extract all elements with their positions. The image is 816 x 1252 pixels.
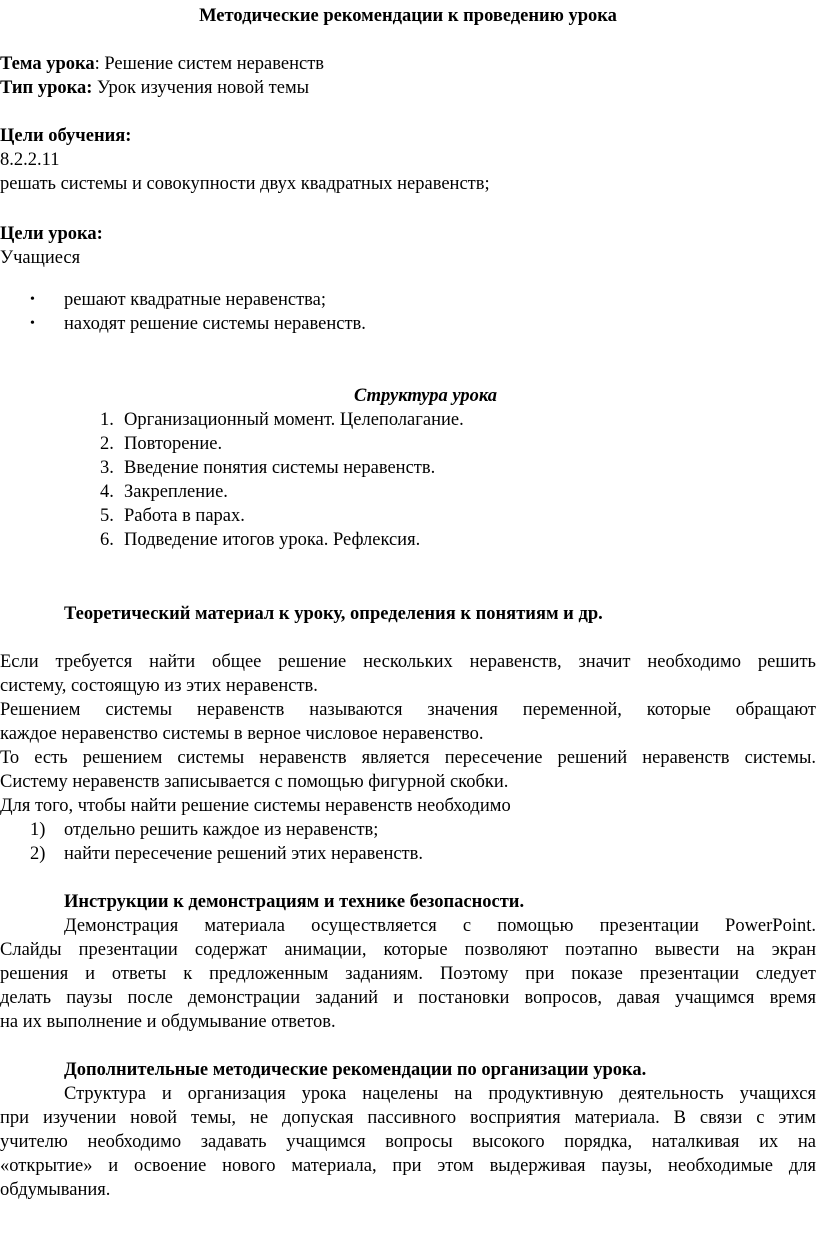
theory-line: Для того, чтобы найти решение системы неравенств необходимо — [0, 796, 511, 816]
instructions-line: решения и ответы к предложенным заданиям. Поэтому при показе презентации следует — [0, 964, 816, 984]
instructions-line: Слайды презентации содержат анимации, которые позволяют поэтапно вывести на экран — [0, 940, 816, 960]
lesson-goals-intro: Учащиеся — [0, 248, 81, 268]
lesson-goals-heading: Цели урока: — [0, 224, 103, 244]
lesson-type — [0, 76, 816, 100]
learning-goal-code: 8.2.2.11 — [0, 150, 60, 170]
lesson-topic — [0, 52, 816, 76]
additional-heading: Дополнительные методические рекомендации по организации урока. — [64, 1060, 647, 1080]
instructions-line: на их выполнение и обдумывание ответов. — [0, 1012, 336, 1032]
theory-line: Если требуется найти общее решение нескольких неравенств, значит необходимо решить — [0, 652, 816, 672]
document-title: Методические рекомендации к проведению урока — [199, 6, 617, 26]
learning-goal-text: решать системы и совокупности двух квадратных неравенств; — [0, 174, 490, 194]
structure-heading: Структура урока — [354, 386, 497, 406]
theory-line: систему, состоящую из этих неравенств. — [0, 676, 318, 696]
instructions-line: Демонстрация материала осуществляется с помощью презентации PowerPoint. — [64, 916, 816, 936]
additional-line: учителю необходимо задавать учащимся вопросы высокого порядка, наталкивая их на — [0, 1132, 816, 1152]
instructions-heading: Инструкции к демонстрациям и технике безопасности. — [64, 892, 525, 912]
theory-line: Систему неравенств записывается с помощью фигурной скобки. — [0, 772, 509, 792]
additional-line: «открытие» и освоение нового материала, при этом выдерживая паузы, необходимые для — [0, 1156, 816, 1176]
learning-goals-heading: Цели обучения: — [0, 126, 132, 146]
bullet-icon: • — [30, 316, 35, 331]
additional-line: обдумывания. — [0, 1180, 111, 1200]
document-page: Методические рекомендации к проведению урока Тема урока: Решение систем неравенств Тип урока: Урок изучения новой темы Цели обучения: 8.2.2.11 решать системы и совокупности двух квадратных неравенств; Цели урока: Учащиеся • решают квадратные неравенства; • находят решение системы неравенств. Структура урока 1. Организационный момент. Целеполагание. 2. Повторение. 3. Введение понятия системы неравенств. 4. Закрепление. 5. Работа в парах. 6. Подведение итогов урока. Рефлексия. Теоретический материал к уроку, определения к понятиям и др. Если требуется найти общее решение нескольких неравенств, значит необходимо решить систему, состоящую из этих неравенств. Решением системы неравенств называются значения переменной, которые обращают каждое неравенство системы в верное числовое неравенство. То есть решением системы неравенств является пересечение решений неравенств системы. Систему неравенств записывается с помощью фигурной скобки. Для того, чтобы найти решение системы неравенств необходимо 1) отдельно решить каждое из неравенств; 2) найти пересечение решений этих неравенств. Инструкции к демонстрациям и технике безопасности. Демонстрация материала осуществляется с помощью презентации PowerPoint. Слайды презентации содержат анимации, которые позволяют поэтапно вывести на экран решения и ответы к предложенным заданиям. Поэтому при показе презентации следует делать паузы после демонстрации заданий и постановки вопросов, давая учащимся время на их выполнение и обдумывание ответов. Дополнительные методические рекомендации по организации урока. Структура и организация урока нацелены на продуктивную деятельность учащихся при изучении новой темы, не допуская пассивного восприятия материала. В связи с этим учителю необходимо задавать учащимся вопросы высокого порядка, наталкивая их на «открытие» и освоение нового материала, при этом выдерживая паузы, необходимые для обдумывания. — [0, 6, 816, 1200]
bullet-icon: • — [30, 292, 35, 307]
theory-heading: Теоретический материал к уроку, определения к понятиям и др. — [64, 604, 603, 624]
theory-line: каждое неравенство системы в верное числовое неравенство. — [0, 724, 484, 744]
instructions-line: делать паузы после демонстрации заданий и постановки вопросов, давая учащимся время — [0, 988, 816, 1008]
additional-line: Структура и организация урока нацелены на продуктивную деятельность учащихся — [64, 1084, 816, 1104]
lesson-type-value: Урок изучения новой темы — [92, 78, 310, 98]
lesson-topic-label: Тема урока — [0, 54, 95, 74]
lesson-topic-value: : Решение систем неравенств — [94, 54, 325, 74]
theory-line: Решением системы неравенств называются значения переменной, которые обращают — [0, 700, 816, 720]
lesson-type-label: Тип урока: — [0, 78, 93, 98]
additional-line: при изучении новой темы, не допуская пассивного восприятия материала. В связи с этим — [0, 1108, 816, 1128]
theory-line: То есть решением системы неравенств является пересечение решений неравенств системы. — [0, 748, 816, 768]
